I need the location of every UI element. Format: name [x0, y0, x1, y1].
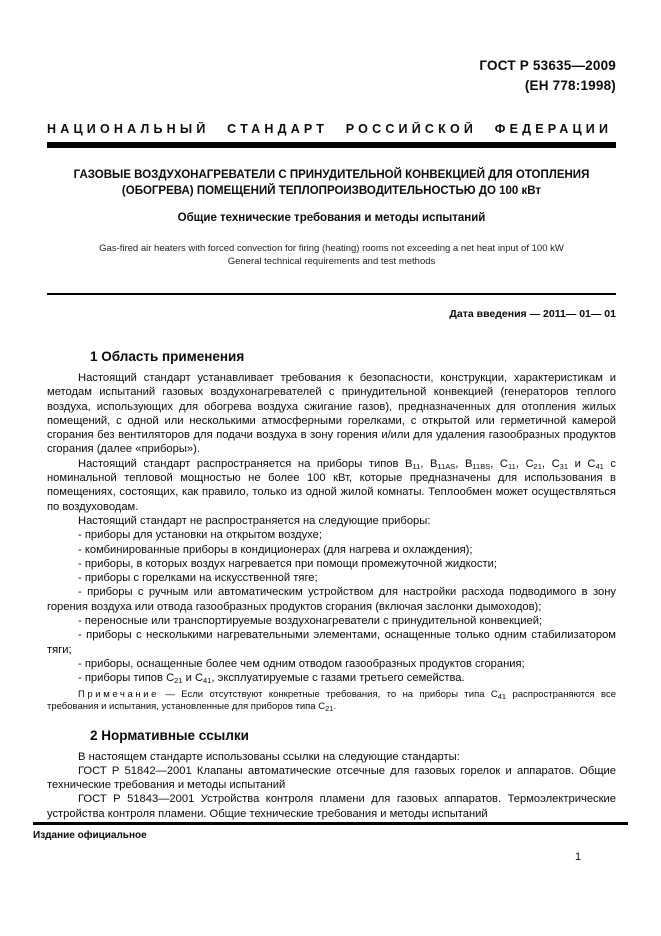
list-item: - приборы типов $C_{21}$ и $C_{41}$, эксплуатируемые с газами третьего семейства.: [78, 672, 465, 686]
document-subtitle: Общие технические требования и методы испытаний: [177, 212, 486, 224]
document-title-english: [47, 242, 616, 268]
note-paragraph: Примечание — Если отсутствуют конкретные требования, то на приборы типа $C_{41}$ распространяются все требования и испытания, установленные для приборов типа $C_{21}$.: [47, 688, 616, 714]
list-item: - комбинированные приборы в кондиционерах (для нагрева и охлаждения);: [78, 543, 473, 556]
edition-label: Издание официальное: [33, 830, 147, 841]
effective-date: Дата введения — 2011— 01— 01: [449, 308, 616, 320]
paragraph: Настоящий стандарт не распространяется на следующие приборы:: [78, 514, 431, 527]
section-2-heading: 2 Нормативные ссылки: [90, 727, 249, 743]
document-title-english-line: Gas-fired air heaters with forced convection for firing (heating) rooms not exceeding a net heat input of 100 kW: [99, 243, 564, 254]
page-number: 1: [575, 851, 582, 863]
section-1-body: [47, 371, 616, 714]
section-1-heading: 1 Область применения: [90, 349, 245, 364]
page-content: [47, 0, 616, 821]
document-title-line: ГАЗОВЫЕ ВОЗДУХОНАГРЕВАТЕЛИ С ПРИНУДИТЕЛЬНОЙ КОНВЕКЦИЕЙ ДЛЯ ОТОПЛЕНИЯ: [73, 169, 590, 181]
list-item: - приборы с несколькими нагревательными элементами, оснащенные только одним стабилизатором тяги;: [47, 629, 616, 656]
paragraph: ГОСТ Р 51842—2001 Клапаны автоматические отсечные для газовых горелок и аппаратов. Общие технические требования и методы испытаний: [47, 764, 616, 792]
list-item: - приборы, в которых воздух нагревается при помощи промежуточной жидкости;: [78, 557, 497, 570]
paragraph: Настоящий стандарт распространяется на приборы типов $B_{11}$, $B_{11AS}$, $B_{11BS}$, $C_{11}$, $C_{21}$, $C_{31}$ и $C_{41}$ с номинальной тепловой мощностью не более 100 кВт, которые предназначены для использования в помещениях, состоящих, как правило, только из одной жилой комнаты. Теплообмен может осуществляться по воздуховодам.: [47, 457, 617, 513]
national-standard-banner: НАЦИОНАЛЬНЫЙ СТАНДАРТ РОССИЙСКОЙ ФЕДЕРАЦИИ: [47, 122, 613, 136]
document-title: [47, 167, 616, 199]
paragraph: Настоящий стандарт устанавливает требования к безопасности, конструкции, характеристикам и методам испытаний газовых воздухонагревателей с принудительной конвекцией (генераторов теплого воздуха, использующих для обогрева воздуха сжигание газов), предназначенных для отопления жилых помещений, с одной или несколькими атмосферными горелками, с открытой или герметичной камерой сгорания без вентиляторов для подачи воздуха в зону горения и/или для удаления газообразных продуктов сгорания (далее «приборы»).: [47, 372, 616, 456]
document-code-line: (ЕН 778:1998): [524, 77, 616, 93]
document-code-line: ГОСТ Р 53635—2009: [479, 58, 616, 73]
paragraph: В настоящем стандарте использованы ссылки на следующие стандарты:: [78, 750, 460, 763]
list-item: - приборы для установки на открытом воздухе;: [78, 529, 322, 542]
list-item: - приборы, оснащенные более чем одним отводом газообразных продуктов сгорания;: [78, 657, 525, 670]
list-item: - приборы с горелками на искусственной тяге;: [78, 572, 318, 585]
footer-rule: [33, 822, 628, 842]
document-title-line: (ОБОГРЕВА) ПОМЕЩЕНИЙ ТЕПЛОПРОИЗВОДИТЕЛЬНОСТЬЮ ДО 100 кВт: [121, 185, 542, 197]
list-item: - приборы с ручным или автоматическим устройством для настройки расхода подводимого в зону горения воздуха или отвода газообразных продуктов сгорания (включая заслонки дымоходов);: [47, 586, 616, 613]
document-code-block: [47, 56, 616, 95]
title-divider-rule: [47, 293, 616, 295]
list-item: - переносные или транспортируемые воздухонагреватели с принудительной конвекцией;: [78, 615, 543, 628]
banner-divider-bar: [47, 142, 616, 148]
section-2-body: [47, 750, 616, 821]
document-title-english-line: General technical requirements and test methods: [227, 256, 436, 267]
paragraph: ГОСТ Р 51843—2001 Устройства контроля пламени для газовых аппаратов. Термоэлектрические устройства контроля пламени. Общие технические требования и методы испытаний: [47, 793, 616, 820]
